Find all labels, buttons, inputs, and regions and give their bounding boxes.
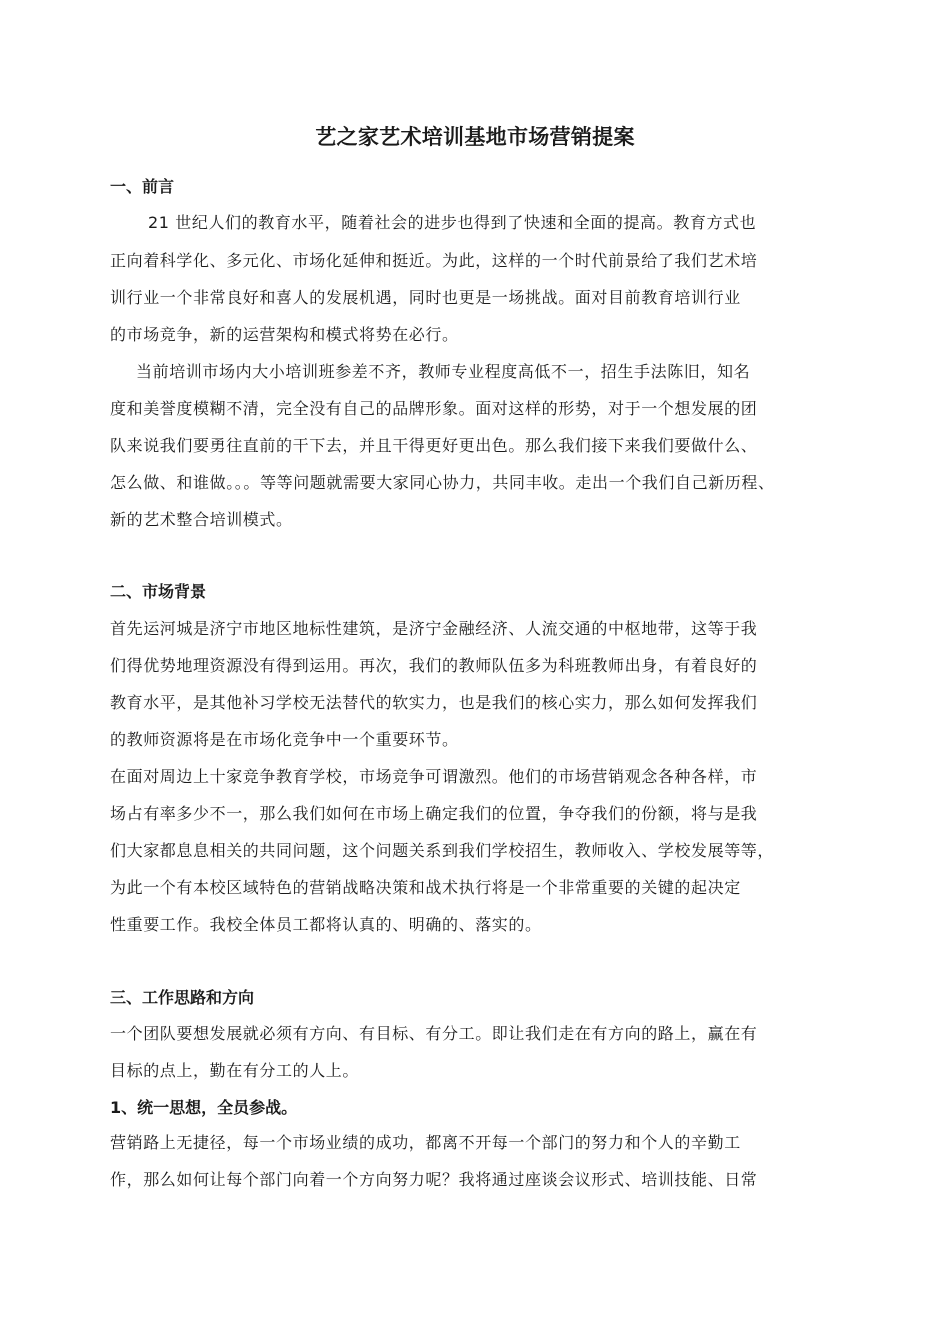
paragraph-line: 度和美誉度模糊不清，完全没有自己的品牌形象。面对这样的形势，对于一个想发展的团 [110,399,758,418]
section-heading-market-background: 二、市场背景 [110,582,207,601]
paragraph-line: 营销路上无捷径，每一个市场业绩的成功，都离不开每一个部门的努力和个人的辛勤工 [110,1133,741,1152]
paragraph-line: 作，那么如何让每个部门向着一个方向努力呢？我将通过座谈会议形式、培训技能、日常 [110,1170,758,1189]
paragraph-line: 在面对周边上十家竞争教育学校，市场竞争可谓激烈。他们的市场营销观念各种各样，市 [110,767,758,786]
paragraph-line: 们得优势地理资源没有得到运用。再次，我们的教师队伍多为科班教师出身，有着良好的 [110,656,758,675]
paragraph-line: 性重要工作。我校全体员工都将认真的、明确的、落实的。 [110,915,542,934]
paragraph-line: 首先运河城是济宁市地区地标性建筑，是济宁金融经济、人流交通的中枢地带，这等于我 [110,619,758,638]
paragraph-line: 场占有率多少不一，那么我们如何在市场上确定我们的位置，争夺我们的份额，将与是我 [110,804,758,823]
section-heading-preface: 一、前言 [110,177,175,196]
paragraph-line: 一个团队要想发展就必须有方向、有目标、有分工。即让我们走在有方向的路上，赢在有 [110,1024,758,1043]
paragraph-line: 怎么做、和谁做。。。等等问题就需要大家同心协力，共同丰收。走出一个我们自己新历程、 [110,473,775,492]
paragraph-line: 正向着科学化、多元化、市场化延伸和挺近。为此，这样的一个时代前景给了我们艺术培 [110,251,758,270]
paragraph-line: 目标的点上，勤在有分工的人上。 [110,1061,360,1080]
paragraph-line: 新的艺术整合培训模式。 [110,510,293,529]
document-title: 艺之家艺术培训基地市场营销提案 [315,125,635,149]
paragraph-line: 的市场竞争，新的运营架构和模式将势在必行。 [110,325,459,344]
paragraph-line: 队来说我们要勇往直前的干下去，并且干得更好更出色。那么我们接下来我们要做什么、 [110,436,758,455]
paragraph-line: 21 世纪人们的教育水平，随着社会的进步也得到了快速和全面的提高。教育方式也 [148,213,757,232]
paragraph-line: 的教师资源将是在市场化竞争中一个重要环节。 [110,730,459,749]
paragraph-line: 当前培训市场内大小培训班参差不齐，教师专业程度高低不一，招生手法陈旧，知名 [136,362,751,381]
paragraph-line: 训行业一个非常良好和喜人的发展机遇，同时也更是一场挑战。面对目前教育培训行业 [110,288,741,307]
paragraph-line: 们大家都息息相关的共同问题，这个问题关系到我们学校招生，教师收入、学校发展等等， [110,841,775,860]
subheading-unify-thinking: 1、统一思想，全员参战。 [110,1098,298,1117]
paragraph-line: 为此一个有本校区域特色的营销战略决策和战术执行将是一个非常重要的关键的起决定 [110,878,741,897]
section-heading-work-direction: 三、工作思路和方向 [110,988,255,1007]
paragraph-line: 教育水平，是其他补习学校无法替代的软实力，也是我们的核心实力，那么如何发挥我们 [110,693,758,712]
